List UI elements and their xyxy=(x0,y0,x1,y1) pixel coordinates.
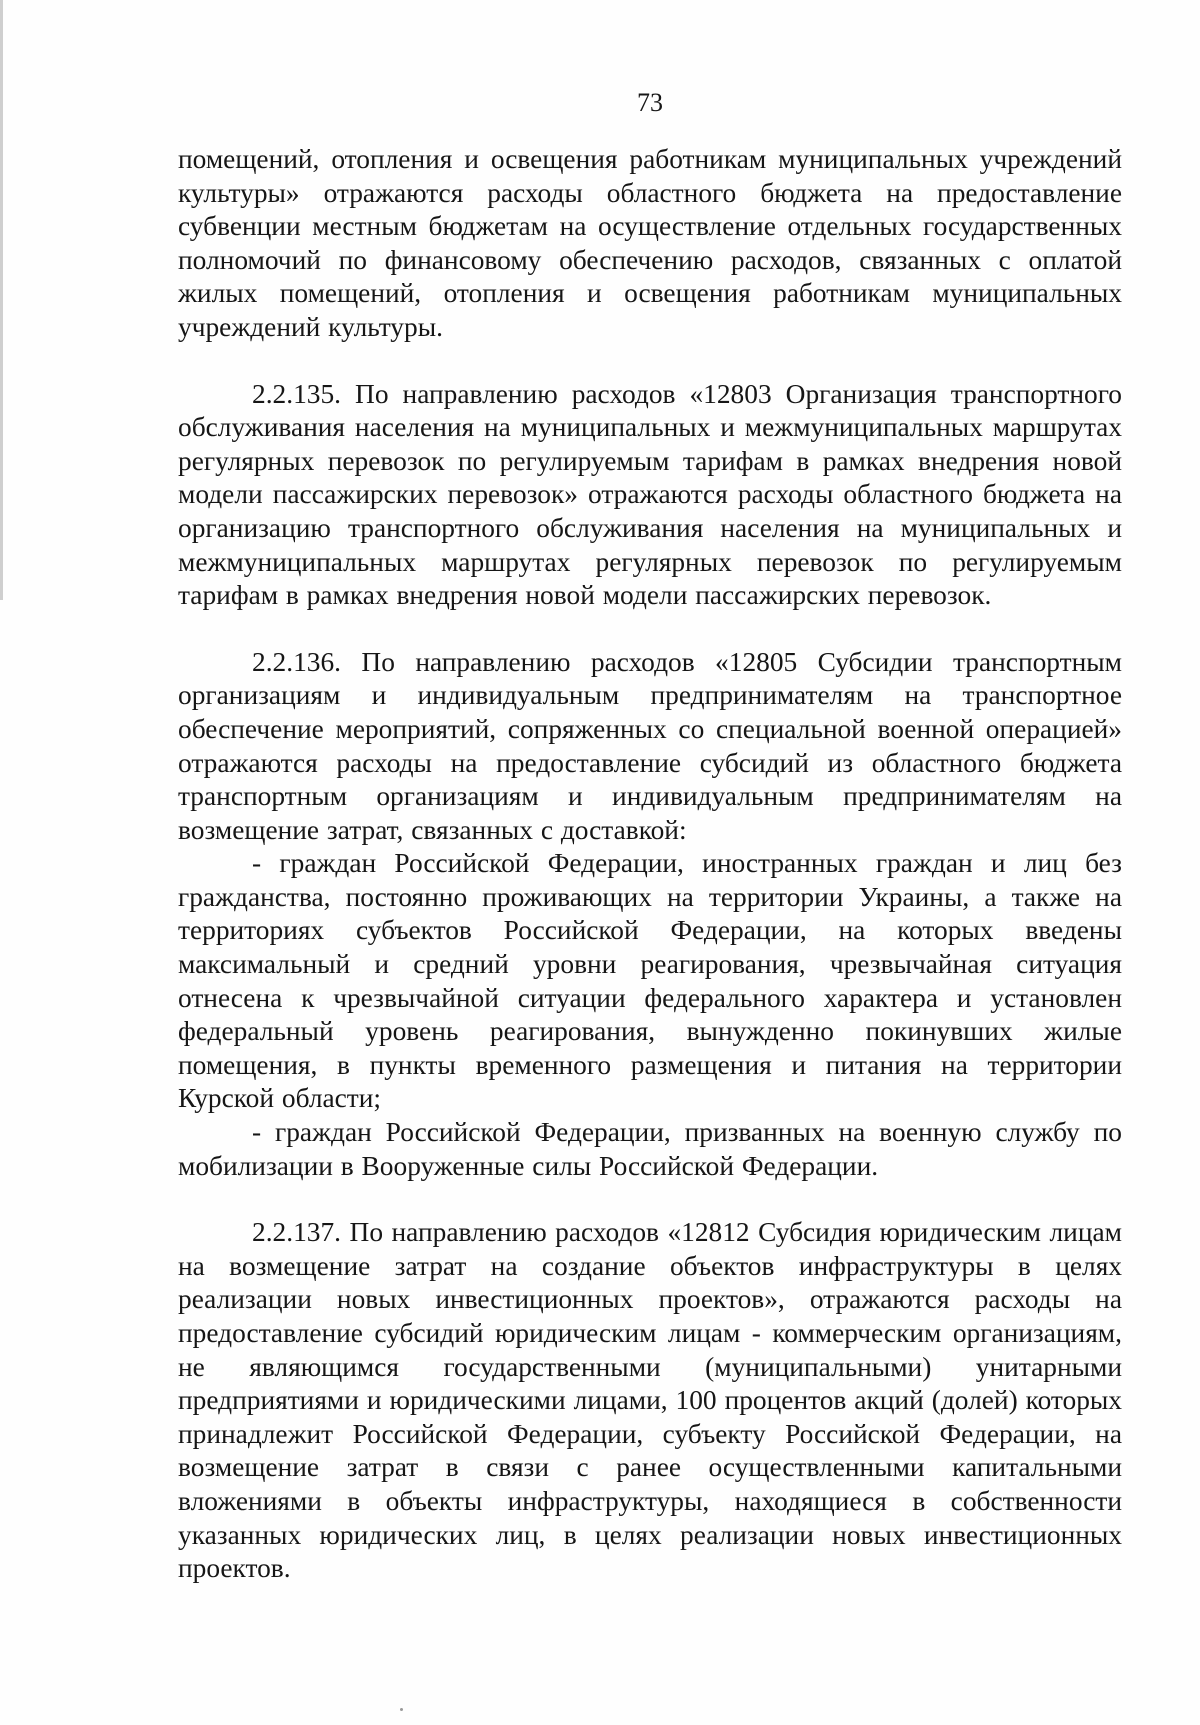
paragraph-2-2-136: 2.2.136. По направлению расходов «12805 Субсидии транспортным организациям и индивидуальным предпринимателям на транспортное обеспечение мероприятий, сопряженных со специальной военной операцией» отражаются расходы на предоставление субсидий из областного бюджета транспортным организациям и индивидуальным предпринимателям на возмещение затрат, связанных с доставкой: xyxy=(178,646,1122,845)
page-number: 73 xyxy=(637,88,663,117)
paragraph-continuation: помещений, отопления и освещения работникам муниципальных учреждений культуры» отражаются расходы областного бюджета на предоставление субвенции местным бюджетам на осуществление отдельных государственных полномочий по финансовому обеспечению расходов, связанных с оплатой жилых помещений, отопления и освещения работникам муниципальных учреждений культуры. xyxy=(178,144,1122,342)
paragraph-2-2-137: 2.2.137. По направлению расходов «12812 Субсидия юридическим лицам на возмещение затрат на создание объектов инфраструктуры в целях реализации новых инвестиционных проектов», отражаются расходы на предоставление субсидий юридическим лицам - коммерческим организациям, не являющимся государственными (муниципальными) унитарными предприятиями и юридическими лицами, 100 процентов акций (долей) которых принадлежит Российской Федерации, субъекту Российской Федерации, на возмещение затрат в связи с ранее осуществленными капитальными вложениями в объекты инфраструктуры, находящиеся в собственности указанных юридических лиц, в целях реализации новых инвестиционных проектов. xyxy=(178,1217,1122,1584)
list-item-mobilized-citizens: - граждан Российской Федерации, призванных на военную службу по мобилизации в Вооруженные силы Российской Федерации. xyxy=(178,1117,1122,1181)
document-body xyxy=(178,143,1122,1586)
list-item-displaced-citizens: - граждан Российской Федерации, иностранных граждан и лиц без гражданства, постоянно проживающих на территории Украины, а также на территориях субъектов Российской Федерации, на которых введены максимальный и средний уровни реагирования, чрезвычайная ситуация отнесена к чрезвычайной ситуации федерального характера и установлен федеральный уровень реагирования, вынужденно покинувших жилые помещения, в пункты временного размещения и питания на территории Курской области; xyxy=(178,848,1122,1114)
paragraph-2-2-135: 2.2.135. По направлению расходов «12803 Организация транспортного обслуживания населения на муниципальных и межмуниципальных маршрутах регулярных перевозок по регулируемым тарифам в рамках внедрения новой модели пассажирских перевозок» отражаются расходы областного бюджета на организацию транспортного обслуживания населения на муниципальных и межмуниципальных маршрутах регулярных перевозок по регулируемым тарифам в рамках внедрения новой модели пассажирских перевозок. xyxy=(178,378,1122,611)
scan-speck xyxy=(400,1708,403,1711)
